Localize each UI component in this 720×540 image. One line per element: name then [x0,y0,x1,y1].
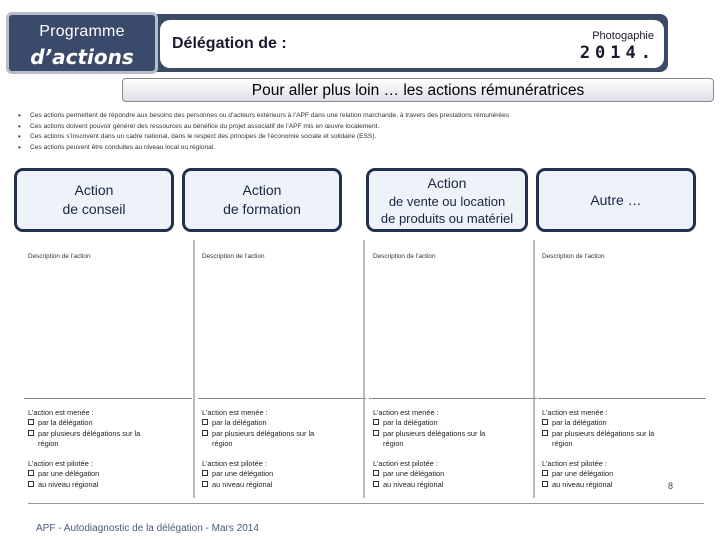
column-header-line2: de formation [223,201,301,217]
menee-label: L’action est menée : [542,408,608,417]
column-header-line1: Action [242,182,282,198]
section-banner [122,78,714,102]
checkbox-plusieurs-delegations[interactable] [28,429,140,449]
column-divider [193,240,195,498]
bullet-item: • Ces actions peuvent être conduites au niveau local ou régional. [18,143,708,154]
checkbox-icon[interactable] [202,481,208,487]
bullet-item: • Ces actions permettent de répondre aux besoins des personnes ou d’acteurs extérieurs à l’APF dans une relation marchande, à travers des prestations rémunérées [18,111,708,122]
checkbox-par-delegation[interactable] [542,418,607,428]
checkbox-label-cont: région [552,439,573,448]
bullet-list [18,111,708,153]
checkbox-une-delegation[interactable] [542,469,613,479]
checkbox-icon[interactable] [373,481,379,487]
checkbox-une-delegation[interactable] [28,469,99,479]
menee-label: L’action est menée : [202,408,268,417]
checkbox-label: par une délégation [212,469,274,478]
checkbox-label: au niveau régional [552,480,613,489]
column-header-formation [182,168,342,232]
checkbox-icon[interactable] [202,430,208,436]
checkbox-label: par plusieurs délégations sur la [383,429,486,438]
column-header-line1: Autre … [590,191,642,208]
checkbox-label: par plusieurs délégations sur la [552,429,655,438]
checkbox-plusieurs-delegations[interactable] [542,429,654,449]
checkbox-niveau-regional[interactable] [202,480,272,490]
description-label: Description de l’action [202,253,265,260]
description-label: Description de l’action [542,253,605,260]
column-header-conseil [14,168,174,232]
checkbox-icon[interactable] [202,470,208,476]
checkbox-une-delegation[interactable] [373,469,444,479]
pilotee-label: L’action est pilotée : [373,459,438,468]
column-header-vente [366,168,528,232]
checkbox-label: par une délégation [383,469,445,478]
checkbox-label: par une délégation [552,469,614,478]
delegation-label: Délégation de : [172,35,287,52]
checkbox-niveau-regional[interactable] [28,480,98,490]
footer-divider [28,503,704,504]
column-header-line2: de conseil [62,201,126,217]
checkbox-label-cont: région [38,439,59,448]
checkbox-niveau-regional[interactable] [542,480,612,490]
checkbox-label: par la délégation [38,418,93,427]
section-divider [24,398,192,399]
column-conseil [24,240,188,498]
checkbox-label-cont: région [383,439,404,448]
checkbox-label: au niveau régional [212,480,273,489]
checkbox-icon[interactable] [373,430,379,436]
year-label: 2014. [579,43,656,63]
banner-title: Pour aller plus loin … les actions rémunératrices [251,82,585,99]
checkbox-label: au niveau régional [383,480,444,489]
checkbox-icon[interactable] [28,481,34,487]
column-header-line2: de vente ou location [388,193,506,209]
pilotee-label: L’action est pilotée : [28,459,93,468]
delegation-box [160,20,664,68]
programme-box [6,12,158,74]
checkbox-icon[interactable] [542,481,548,487]
description-label: Description de l’action [373,253,436,260]
checkbox-par-delegation[interactable] [202,418,267,428]
pilotee-label: L’action est pilotée : [542,459,607,468]
checkbox-niveau-regional[interactable] [373,480,443,490]
photo-label: Photogaphie [592,30,654,42]
checkbox-icon[interactable] [28,419,34,425]
column-header-autre [536,168,696,232]
checkbox-label: par la délégation [212,418,267,427]
checkbox-label: au niveau régional [38,480,99,489]
section-divider [369,398,537,399]
section-divider [198,398,366,399]
column-header-line1: Action [427,174,467,191]
checkbox-label: par la délégation [383,418,438,427]
column-header-line3: de produits ou matériel [380,210,514,226]
column-formation [198,240,362,498]
menee-label: L’action est menée : [373,408,439,417]
column-header-line1: Action [74,182,114,198]
checkbox-label-cont: région [212,439,233,448]
pilotee-label: L’action est pilotée : [202,459,267,468]
footer-text: APF - Autodiagnostic de la délégation - Mars 2014 [36,523,259,534]
column-divider [363,240,365,498]
checkbox-icon[interactable] [202,419,208,425]
checkbox-label: par une délégation [38,469,100,478]
checkbox-icon[interactable] [28,430,34,436]
column-vente [369,240,533,498]
checkbox-plusieurs-delegations[interactable] [202,429,314,449]
menee-label: L’action est menée : [28,408,94,417]
checkbox-label: par la délégation [552,418,607,427]
column-divider [533,240,535,498]
checkbox-icon[interactable] [28,470,34,476]
checkbox-icon[interactable] [373,419,379,425]
programme-line1: Programme [39,23,125,40]
checkbox-icon[interactable] [373,470,379,476]
bullet-item: • Ces actions doivent pouvoir générer des ressources au bénéfice du projet associatif de l’APF mis en œuvre localement. [18,122,708,133]
bullet-item: • Ces actions s’inscrivent dans un cadre national, dans le respect des principes de l’économie sociale et solidaire (ESS). [18,132,708,143]
section-divider [538,398,706,399]
checkbox-label: par plusieurs délégations sur la [212,429,315,438]
checkbox-par-delegation[interactable] [28,418,93,428]
checkbox-icon[interactable] [542,430,548,436]
checkbox-plusieurs-delegations[interactable] [373,429,485,449]
checkbox-par-delegation[interactable] [373,418,438,428]
programme-line2: d’actions [30,45,134,69]
checkbox-icon[interactable] [542,470,548,476]
column-autre [538,240,702,498]
checkbox-une-delegation[interactable] [202,469,273,479]
description-label: Description de l’action [28,253,91,260]
checkbox-icon[interactable] [542,419,548,425]
checkbox-label: par plusieurs délégations sur la [38,429,141,438]
page-number: 8 [668,481,674,491]
